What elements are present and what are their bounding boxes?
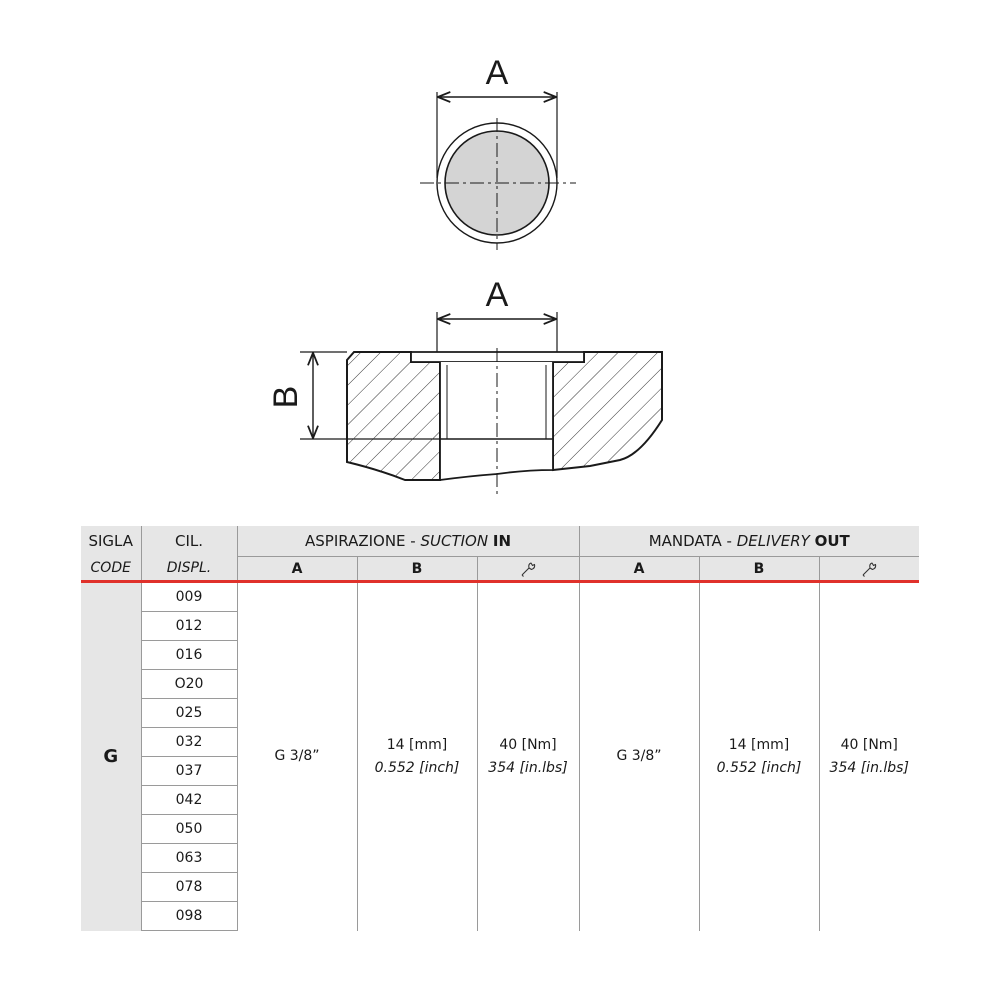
suction-col-b: B	[357, 557, 477, 582]
delivery-b-value	[699, 582, 819, 931]
top-view	[420, 54, 576, 250]
suction-header-text: ASPIRAZIONE -	[305, 532, 421, 550]
delivery-header-text: MANDATA -	[648, 532, 737, 550]
suction-header	[237, 526, 579, 557]
delivery-a-value: G 3/8”	[579, 582, 699, 931]
delivery-col-torque	[819, 557, 919, 582]
displacement-value: 012	[141, 612, 237, 641]
displacement-value: 037	[141, 757, 237, 786]
section-view-dimension-label-a: A	[485, 276, 509, 314]
displacement-value: 042	[141, 786, 237, 815]
displacement-value: 078	[141, 873, 237, 902]
displacement-value: 063	[141, 844, 237, 873]
port-spec-table	[81, 526, 919, 931]
suction-header-bold: IN	[492, 532, 511, 550]
displacement-value: 025	[141, 699, 237, 728]
displ-header: CIL.	[141, 526, 237, 557]
table-row	[81, 582, 919, 612]
code-header: SIGLA	[81, 526, 141, 557]
suction-b-metric: 14 [mm]	[386, 736, 448, 753]
displacement-value: 032	[141, 728, 237, 757]
suction-torque-value	[477, 582, 579, 931]
delivery-b-imperial: 0.552 [inch]	[716, 759, 802, 776]
delivery-col-b: B	[699, 557, 819, 582]
delivery-header	[579, 526, 919, 557]
displ-header-en: DISPL.	[141, 557, 237, 582]
delivery-col-a: A	[579, 557, 699, 582]
suction-torque-imperial: 354 [in.lbs]	[488, 759, 568, 776]
delivery-torque-value	[819, 582, 919, 931]
suction-torque-metric: 40 [Nm]	[499, 736, 557, 753]
delivery-header-bold: OUT	[814, 532, 850, 550]
suction-a-value: G 3/8”	[237, 582, 357, 931]
section-view-dimension-label-b: B	[267, 385, 305, 409]
delivery-header-italic: DELIVERY	[736, 532, 810, 550]
delivery-torque-metric: 40 [Nm]	[840, 736, 898, 753]
suction-header-italic: SUCTION	[420, 532, 489, 550]
suction-col-torque	[477, 557, 579, 582]
displacement-value: 016	[141, 641, 237, 670]
table-header-row-2	[81, 557, 919, 582]
suction-b-imperial: 0.552 [inch]	[374, 759, 460, 776]
delivery-torque-imperial: 354 [in.lbs]	[829, 759, 909, 776]
delivery-b-metric: 14 [mm]	[728, 736, 790, 753]
wrench-icon	[860, 561, 878, 577]
displacement-value: O20	[141, 670, 237, 699]
displacement-value: 098	[141, 902, 237, 931]
displacement-value: 050	[141, 815, 237, 844]
suction-b-value	[357, 582, 477, 931]
top-view-dimension-label: A	[485, 54, 509, 92]
code-value: G	[81, 582, 141, 931]
wrench-icon	[519, 561, 537, 577]
code-header-en: CODE	[81, 557, 141, 582]
table-header-row-1	[81, 526, 919, 557]
displacement-value: 009	[141, 582, 237, 612]
suction-col-a: A	[237, 557, 357, 582]
section-view	[267, 276, 662, 495]
